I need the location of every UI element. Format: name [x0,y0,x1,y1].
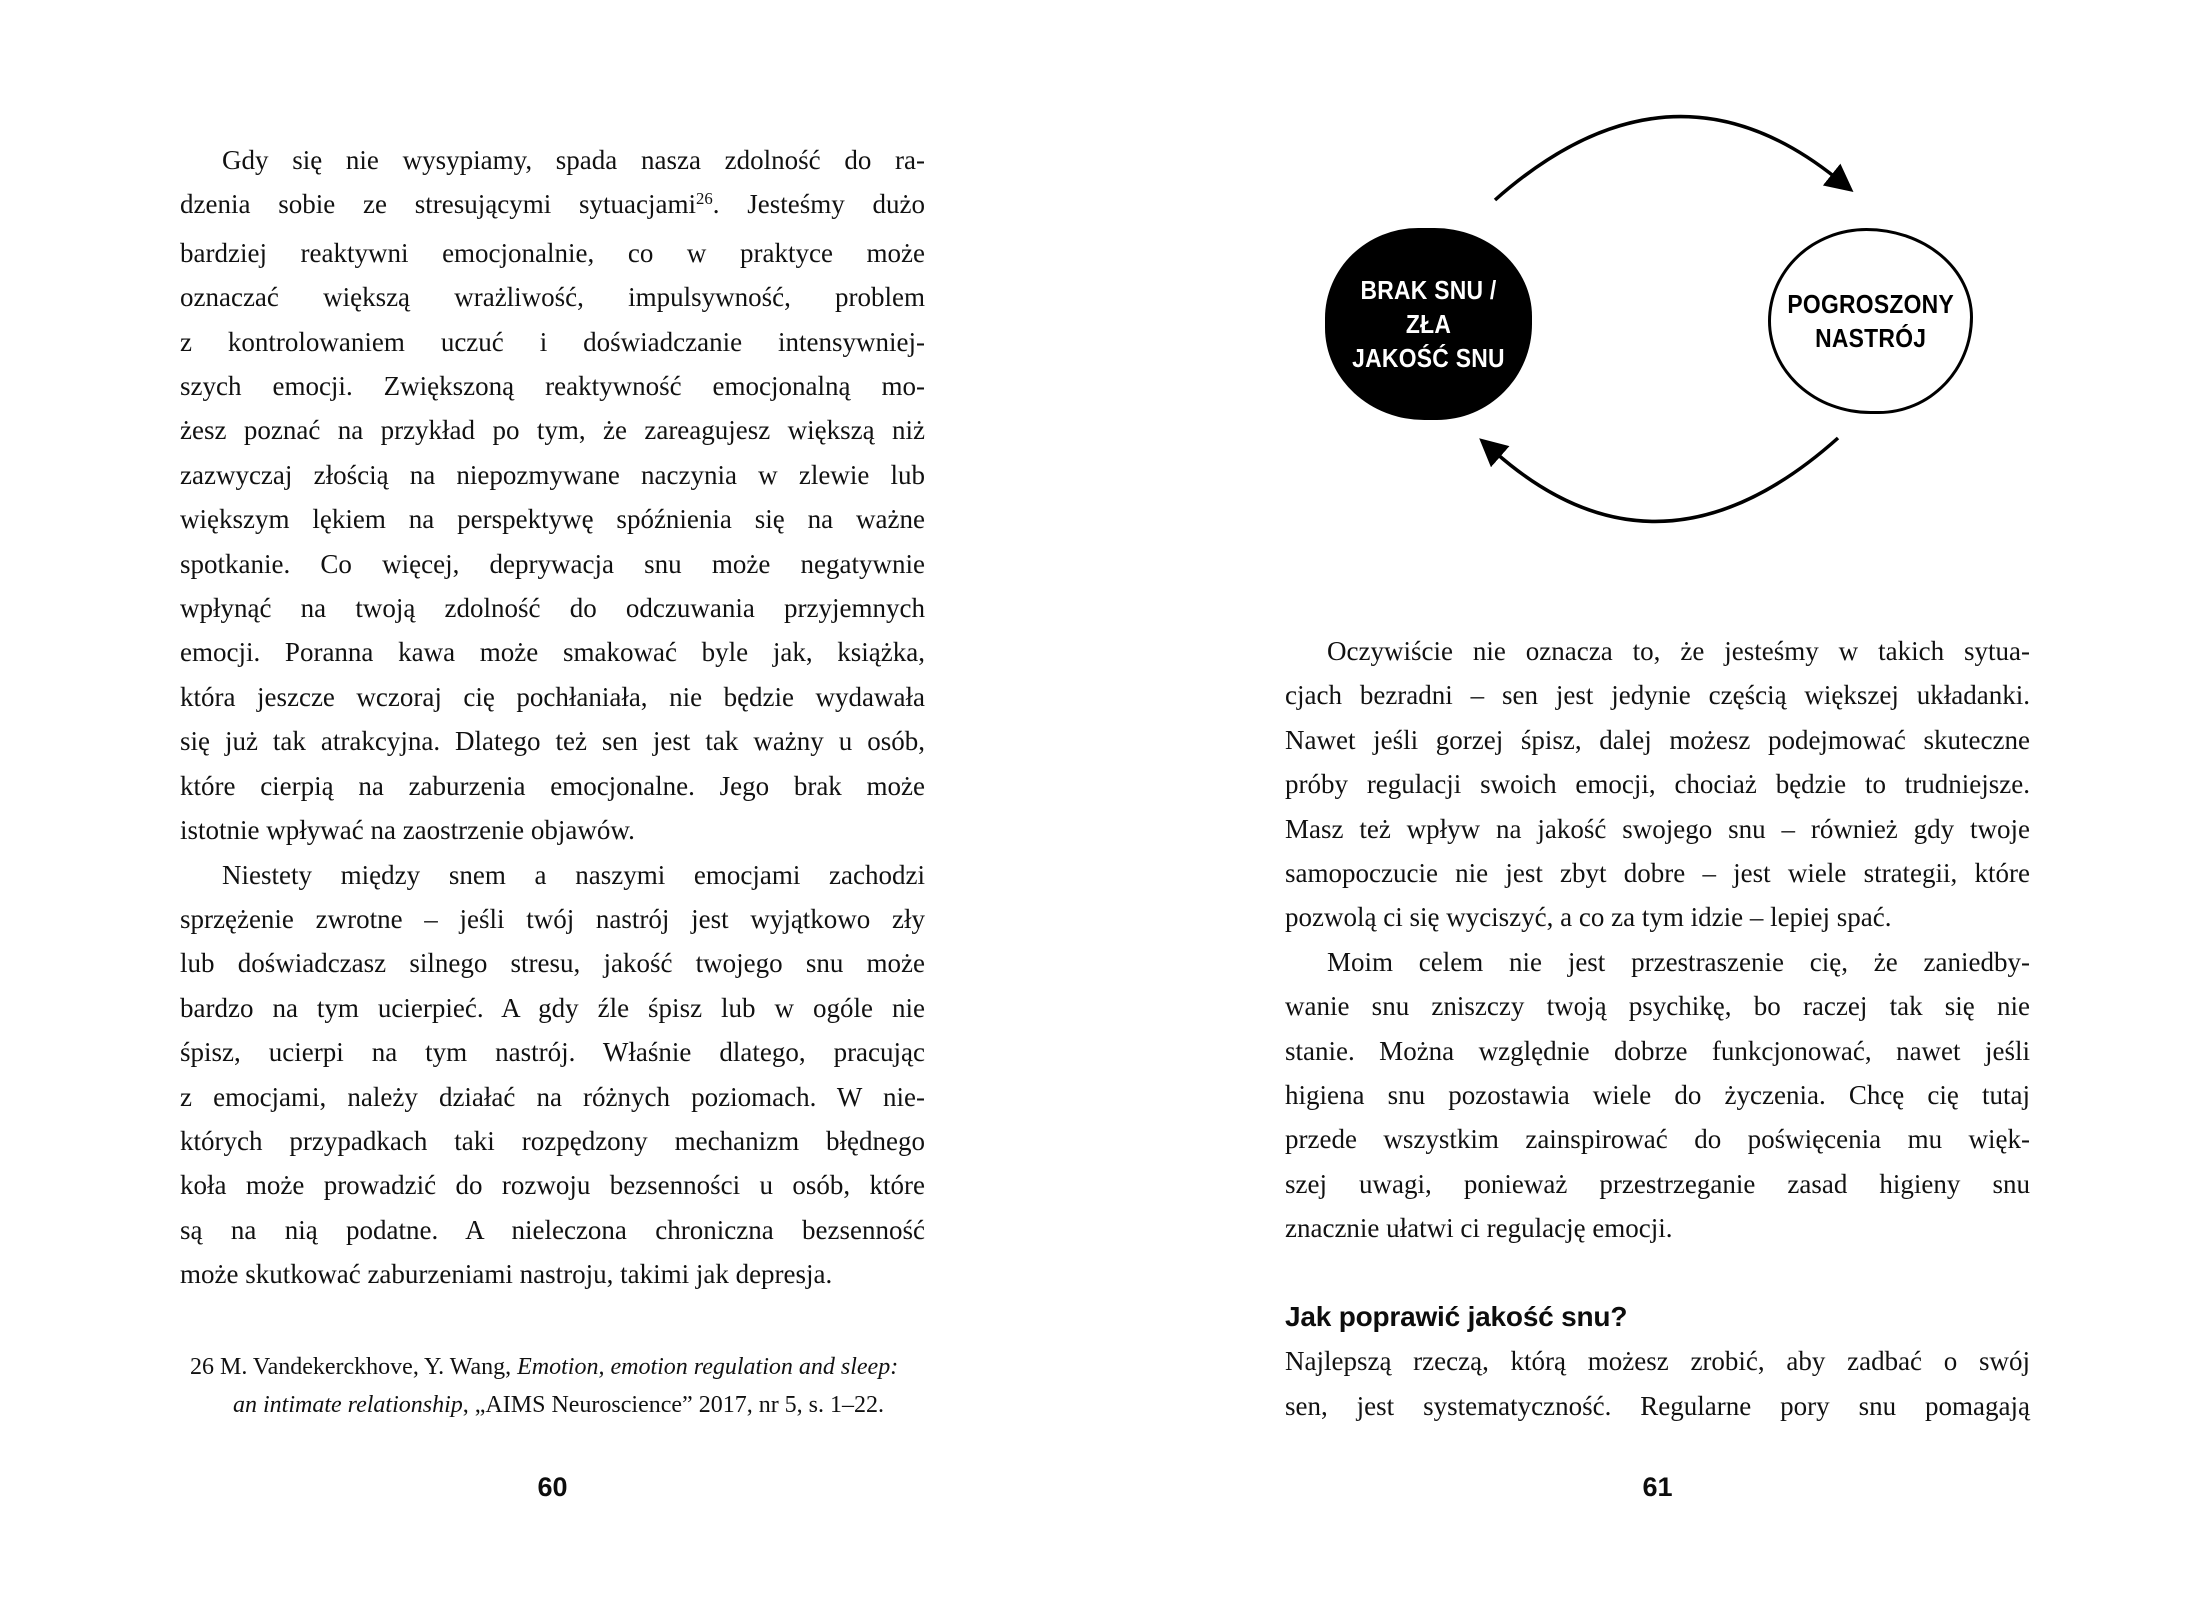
node-label-line: NASTRÓJ [1814,323,1927,353]
text-line: spotkanie. Co więcej, deprywacja snu może negatywnie [180,548,925,579]
text-line: których przypadkach taki rozpędzony mechanizm błędnego [180,1125,925,1156]
body-text-right [1285,629,2030,1428]
node-label-line: JAKOŚĆ SNU [1352,343,1505,373]
text-line: pozwolą ci się wyciszyć, a co za tym idzie – lepiej spać. [1285,902,1892,933]
section-heading: Jak poprawić jakość snu? [1285,1301,1628,1333]
text-line: samopoczucie nie jest zbyt dobre – jest wiele strategii, które [1285,858,2030,889]
text-line: Niestety między snem a naszymi emocjami zachodzi [222,859,925,890]
node-label-line: BRAK SNU / ZŁA [1360,275,1497,339]
paragraph [180,138,925,853]
text-line: bardzo na tym ucierpieć. A gdy źle śpisz lub w ogóle nie [180,992,925,1023]
node-label-line: POGROSZONY [1787,289,1954,319]
text-line: istotnie wpływać na zaostrzenie objawów. [180,815,635,846]
text-line: dzenia sobie ze stresującymi sytuacjami$^{26}$. Jesteśmy dużo [180,189,925,220]
text-line: wpłynąć na twoją zdolność do odczuwania przyjemnych [180,593,925,624]
paragraph [180,853,925,1297]
text-line: bardziej reaktywni emocjonalnie, co w praktyce może [180,237,925,268]
curved-arrow-top-icon [1495,117,1836,200]
text-line: z kontrolowaniem uczuć i doświadczanie intensywniej- [180,326,925,357]
page-number-left: 60 [537,1472,568,1502]
body-text-left [180,138,925,1297]
text-line: higiena snu pozostawia wiele do życzenia. Chcę cię tutaj [1285,1080,2030,1111]
text-line: Gdy się nie wysypiamy, spada nasza zdolność do ra- [222,145,925,175]
footnote-line: 26 M. Vandekerckhove, Y. Wang, Emotion, emotion regulation and sleep: [190,1354,899,1380]
text-line: próby regulacji swoich emocji, chociaż będzie to trudniejsze. [1285,769,2030,800]
footnote [190,1348,910,1424]
text-line: Masz też wpływ na jakość swojego snu – również gdy twoje [1285,813,2030,844]
text-line: sen, jest systematyczność. Regularne pory snu pomagają [1285,1390,2030,1421]
text-line: przede wszystkim zainspirować do poświęcenia mu więk- [1285,1124,2030,1155]
text-line: Oczywiście nie oznacza to, że jesteśmy w takich sytua- [1327,636,2030,666]
text-line: żesz poznać na przykład po tym, że zareagujesz większą niż [180,415,925,446]
text-line: szych emocji. Zwiększoną reaktywność emocjonalną mo- [180,371,925,402]
text-line: Nawet jeśli gorzej śpisz, dalej możesz podejmować skuteczne [1285,724,2030,755]
text-line: sprzężenie zwrotne – jeśli twój nastrój jest wyjątkowo zły [180,903,925,934]
text-line: znacznie ułatwi ci regulację emocji. [1285,1213,1673,1244]
text-line: koła może prowadzić do rozwoju bezsenności u osób, które [180,1170,925,1201]
text-line: są na nią podatne. A nieleczona chroniczna bezsenność [180,1214,925,1245]
diagram-node-sleep-lack [1325,228,1532,420]
text-line: się już tak atrakcyjna. Dlatego też sen jest tak ważny u osób, [180,726,925,757]
text-line: zazwyczaj złością na niepozmywane naczynia w zlewie lub [180,459,925,490]
text-line: może skutkować zaburzeniami nastroju, takimi jak depresja. [180,1259,833,1290]
text-line: z emocjami, należy działać na różnych poziomach. W nie- [180,1081,925,1112]
text-line: emocji. Poranna kawa może smakować byle jak, książka, [180,637,925,668]
text-line: śpisz, ucierpi na tym nastrój. Właśnie dlatego, pracując [180,1037,925,1068]
text-line: oznaczać większą wrażliwość, impulsywność, problem [180,282,925,313]
text-line: która jeszcze wczoraj cię pochłaniała, nie będzie wydawała [180,681,925,712]
text-line: które cierpią na zaburzenia emocjonalne. Jego brak może [180,770,925,801]
text-line: szej uwagi, ponieważ przestrzeganie zasad higieny snu [1285,1168,2030,1199]
text-line: Najlepszą rzeczą, którą możesz zrobić, aby zadbać o swój [1285,1346,2030,1377]
text-line: lub doświadczasz silnego stresu, jakość twojego snu może [180,948,925,979]
footnote-line: an intimate relationship, „AIMS Neuroscience” 2017, nr 5, s. 1–22. [233,1392,885,1418]
paragraph [1285,1339,2030,1428]
page-number-right: 61 [1642,1472,1673,1502]
diagram-node-label [1787,287,1954,355]
text-line: stanie. Można względnie dobrze funkcjonować, nawet jeśli [1285,1035,2030,1066]
paragraph [1285,629,2030,940]
text-line: cjach bezradni – sen jest jedynie częścią większej układanki. [1285,680,2030,711]
text-line: Moim celem nie jest przestraszenie cię, że zaniedby- [1327,946,2030,977]
curved-arrow-bottom-icon [1496,438,1838,521]
diagram-node-worse-mood [1768,228,1973,414]
text-line: większym lękiem na perspektywę spóźnienia się na ważne [180,504,925,535]
paragraph [1285,940,2030,1251]
diagram-node-label [1337,273,1519,375]
text-line: wanie snu zniszczy twoją psychikę, bo raczej tak się nie [1285,991,2030,1022]
